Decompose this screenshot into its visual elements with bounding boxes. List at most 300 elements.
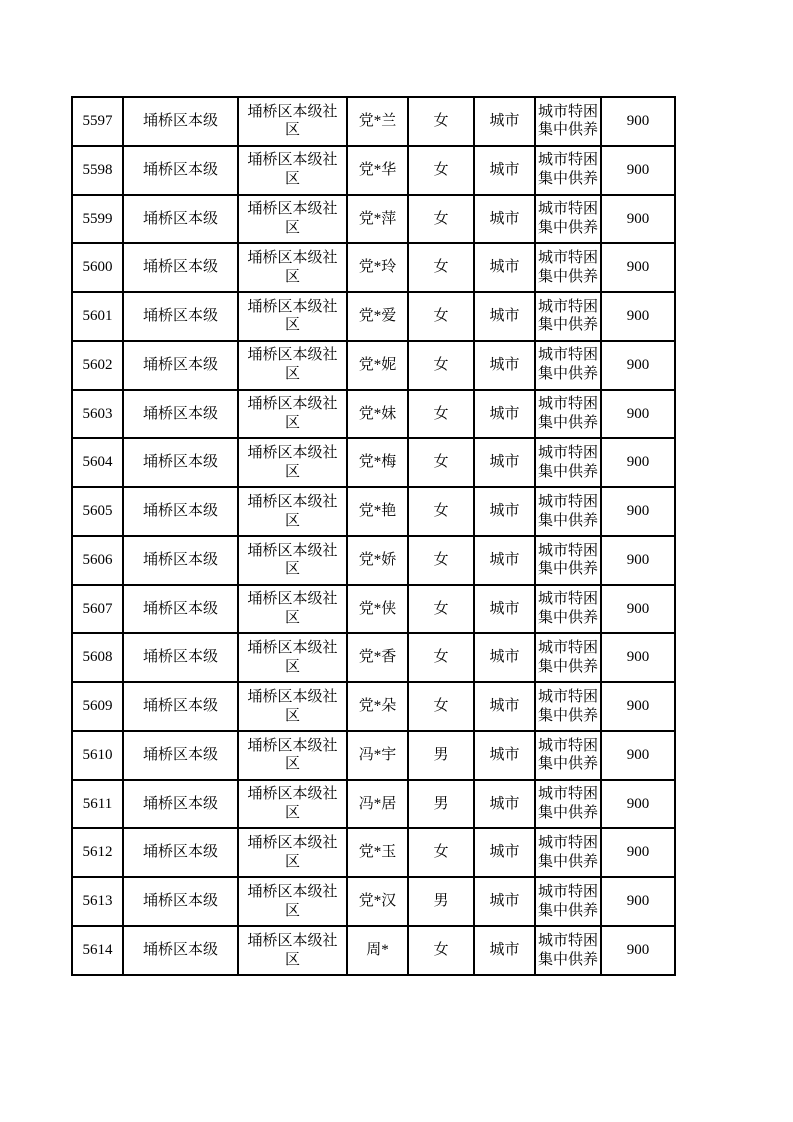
cell-gender [408,682,474,731]
cell-area_type [474,292,535,341]
cell-text: 埇桥区本级 [142,113,218,129]
cell-text: 5607 [82,600,113,617]
cell-category [535,195,601,244]
cell-text: 城市 [489,356,520,373]
cell-area_type [474,97,535,146]
table-row [72,243,675,292]
cell-text: 900 [626,210,650,227]
cell-name [347,828,408,877]
cell-area_type [474,438,535,487]
cell-gender [408,926,474,975]
table-row [72,682,675,731]
table-row [72,97,675,146]
cell-text: 女 [433,259,449,276]
cell-text: 城市特困集中供养 [537,542,598,578]
cell-text: 5602 [82,356,113,373]
cell-text: 5600 [82,259,113,276]
cell-name [347,195,408,244]
cell-name [347,438,408,487]
cell-text: 城市 [489,600,520,617]
cell-text: 城市 [489,259,520,276]
cell-text: 女 [433,600,449,617]
cell-text: 900 [626,893,650,910]
cell-text: 城市 [489,893,520,910]
cell-community [238,536,347,585]
cell-district [123,97,238,146]
cell-gender [408,487,474,536]
cell-category [535,585,601,634]
cell-area_type [474,633,535,682]
cell-category [535,926,601,975]
cell-amount [601,780,675,829]
cell-area_type [474,195,535,244]
table-row [72,292,675,341]
cell-id [72,731,123,780]
cell-text: 900 [626,308,650,325]
cell-text: 城市 [489,551,520,568]
cell-district [123,536,238,585]
cell-category [535,243,601,292]
cell-text: 900 [626,551,650,568]
cell-text: 城市 [489,503,520,520]
cell-text: 5612 [82,844,113,861]
cell-community [238,97,347,146]
cell-text: 党*玲 [358,259,397,276]
cell-text: 5613 [82,893,113,910]
table-row [72,438,675,487]
cell-community [238,341,347,390]
cell-text: 女 [433,698,449,715]
cell-text: 城市特困集中供养 [537,835,598,870]
cell-text: 5614 [82,942,113,959]
cell-text: 埇桥区本级社区 [247,249,338,285]
cell-text: 埇桥区本级社区 [247,201,338,236]
cell-text: 埇桥区本级社区 [247,640,338,675]
cell-id [72,292,123,341]
cell-gender [408,780,474,829]
cell-name [347,292,408,341]
cell-area_type [474,780,535,829]
cell-area_type [474,828,535,877]
cell-text: 女 [433,210,449,227]
cell-text: 党*妹 [358,405,397,422]
cell-name [347,243,408,292]
cell-text: 埇桥区本级社区 [247,103,338,139]
cell-category [535,341,601,390]
cell-id [72,828,123,877]
cell-text: 城市特困集中供养 [537,103,598,139]
cell-gender [408,292,474,341]
cell-category [535,682,601,731]
cell-text: 城市 [489,795,520,812]
cell-community [238,487,347,536]
cell-district [123,341,238,390]
cell-amount [601,731,675,780]
cell-area_type [474,146,535,195]
cell-text: 党*香 [358,649,397,666]
cell-category [535,633,601,682]
table-row [72,877,675,926]
cell-text: 5599 [82,210,113,227]
cell-text: 男 [433,746,449,763]
cell-text: 城市特困集中供养 [537,493,598,529]
cell-id [72,341,123,390]
cell-text: 城市特困集中供养 [537,932,598,968]
cell-amount [601,682,675,731]
cell-text: 900 [626,454,650,471]
cell-text: 埇桥区本级社区 [247,786,338,822]
cell-id [72,390,123,439]
cell-text: 女 [433,454,449,471]
cell-name [347,682,408,731]
cell-gender [408,146,474,195]
cell-category [535,390,601,439]
cell-text: 900 [626,698,650,715]
cell-text: 党*汉 [358,893,397,910]
cell-id [72,195,123,244]
cell-text: 埇桥区本级社区 [247,932,338,968]
cell-category [535,877,601,926]
cell-community [238,438,347,487]
cell-text: 女 [433,405,449,422]
cell-text: 5606 [82,551,113,568]
cell-amount [601,292,675,341]
cell-text: 埇桥区本级社区 [247,493,338,529]
cell-text: 城市特困集中供养 [537,688,598,724]
cell-text: 5597 [82,113,113,129]
cell-text: 900 [626,746,650,763]
cell-id [72,633,123,682]
cell-text: 埇桥区本级社区 [247,542,338,578]
cell-text: 男 [433,795,449,812]
cell-text: 埇桥区本级 [142,746,218,763]
cell-text: 城市特困集中供养 [537,201,598,236]
cell-text: 900 [626,161,650,178]
cell-category [535,487,601,536]
cell-area_type [474,926,535,975]
table-row [72,633,675,682]
cell-gender [408,341,474,390]
table-row [72,487,675,536]
cell-text: 5609 [82,698,113,715]
cell-text: 埇桥区本级 [142,942,218,959]
cell-text: 埇桥区本级社区 [247,152,338,188]
table-row [72,780,675,829]
cell-text: 党*梅 [358,454,397,471]
cell-text: 城市 [489,405,520,422]
table-row [72,195,675,244]
cell-text: 埇桥区本级 [142,844,218,861]
cell-text: 900 [626,795,650,812]
cell-amount [601,97,675,146]
cell-text: 埇桥区本级社区 [247,591,338,627]
cell-gender [408,243,474,292]
cell-area_type [474,585,535,634]
cell-name [347,146,408,195]
cell-district [123,146,238,195]
cell-category [535,146,601,195]
cell-district [123,292,238,341]
cell-text: 城市特困集中供养 [537,152,598,188]
table-row [72,828,675,877]
cell-text: 女 [433,551,449,568]
cell-text: 900 [626,113,650,129]
cell-amount [601,828,675,877]
cell-community [238,633,347,682]
cell-category [535,731,601,780]
cell-id [72,682,123,731]
cell-text: 城市特困集中供养 [537,591,598,627]
cell-text: 埇桥区本级 [142,356,218,373]
cell-text: 城市 [489,308,520,325]
cell-amount [601,438,675,487]
cell-text: 5605 [82,503,113,520]
cell-id [72,926,123,975]
cell-text: 900 [626,942,650,959]
cell-text: 埇桥区本级 [142,795,218,812]
cell-text: 城市特困集中供养 [537,347,598,383]
cell-community [238,585,347,634]
cell-text: 女 [433,113,449,129]
cell-amount [601,536,675,585]
table-row [72,536,675,585]
cell-amount [601,146,675,195]
cell-district [123,390,238,439]
cell-text: 5611 [82,795,113,812]
cell-text: 城市 [489,746,520,763]
table-row [72,146,675,195]
cell-amount [601,487,675,536]
cell-id [72,146,123,195]
cell-id [72,877,123,926]
cell-text: 女 [433,308,449,325]
cell-gender [408,828,474,877]
cell-community [238,146,347,195]
cell-area_type [474,731,535,780]
cell-text: 5608 [82,649,113,666]
cell-name [347,926,408,975]
cell-category [535,97,601,146]
cell-text: 900 [626,259,650,276]
cell-text: 党*艳 [358,503,397,520]
cell-area_type [474,536,535,585]
cell-name [347,97,408,146]
table-row [72,390,675,439]
cell-text: 900 [626,600,650,617]
cell-text: 埇桥区本级社区 [247,444,338,480]
cell-text: 城市 [489,649,520,666]
cell-text: 男 [433,893,449,910]
cell-text: 城市 [489,454,520,471]
cell-category [535,438,601,487]
cell-text: 城市特困集中供养 [537,298,598,334]
cell-amount [601,926,675,975]
cell-category [535,780,601,829]
cell-district [123,195,238,244]
cell-gender [408,633,474,682]
cell-gender [408,195,474,244]
cell-text: 埇桥区本级 [142,454,218,471]
cell-gender [408,585,474,634]
cell-amount [601,390,675,439]
cell-text: 埇桥区本级 [142,405,218,422]
cell-text: 埇桥区本级社区 [247,883,338,919]
cell-text: 城市特困集中供养 [537,444,598,480]
cell-area_type [474,877,535,926]
cell-name [347,731,408,780]
cell-text: 城市 [489,844,520,861]
cell-district [123,585,238,634]
cell-text: 埇桥区本级 [142,551,218,568]
cell-text: 党*萍 [358,210,397,227]
cell-district [123,828,238,877]
cell-text: 党*爱 [358,308,397,325]
cell-community [238,731,347,780]
cell-area_type [474,243,535,292]
cell-text: 冯*宇 [358,746,397,763]
cell-id [72,536,123,585]
cell-text: 党*侠 [358,600,397,617]
cell-text: 城市特困集中供养 [537,249,598,285]
cell-text: 900 [626,844,650,861]
cell-area_type [474,487,535,536]
cell-district [123,487,238,536]
cell-text: 埇桥区本级 [142,600,218,617]
cell-category [535,292,601,341]
cell-text: 900 [626,356,650,373]
cell-community [238,390,347,439]
cell-community [238,292,347,341]
cell-text: 5601 [82,308,113,325]
cell-amount [601,585,675,634]
cell-text: 埇桥区本级社区 [247,688,338,724]
cell-gender [408,536,474,585]
cell-text: 埇桥区本级 [142,893,218,910]
cell-district [123,731,238,780]
cell-amount [601,341,675,390]
cell-amount [601,243,675,292]
cell-id [72,585,123,634]
cell-community [238,195,347,244]
cell-text: 埇桥区本级 [142,259,218,276]
cell-community [238,828,347,877]
cell-text: 党*娇 [358,551,397,568]
cell-id [72,97,123,146]
cell-text: 城市 [489,698,520,715]
cell-text: 埇桥区本级社区 [247,835,338,870]
cell-text: 女 [433,942,449,959]
cell-amount [601,195,675,244]
cell-name [347,585,408,634]
cell-text: 党*华 [358,161,397,178]
cell-text: 党*兰 [358,113,397,129]
cell-text: 埇桥区本级社区 [247,396,338,431]
cell-text: 城市特困集中供养 [537,396,598,431]
cell-district [123,682,238,731]
cell-gender [408,877,474,926]
cell-name [347,780,408,829]
cell-text: 埇桥区本级 [142,161,218,178]
cell-text: 900 [626,503,650,520]
cell-text: 5598 [82,161,113,178]
cell-district [123,780,238,829]
cell-text: 党*朵 [358,698,397,715]
cell-text: 埇桥区本级社区 [247,298,338,334]
cell-district [123,877,238,926]
cell-name [347,341,408,390]
cell-district [123,633,238,682]
cell-text: 城市 [489,210,520,227]
cell-area_type [474,390,535,439]
cell-id [72,438,123,487]
cell-category [535,536,601,585]
cell-text: 城市特困集中供养 [537,640,598,675]
cell-community [238,780,347,829]
cell-amount [601,877,675,926]
cell-gender [408,438,474,487]
cell-district [123,438,238,487]
cell-text: 女 [433,844,449,861]
cell-text: 埇桥区本级 [142,698,218,715]
cell-text: 埇桥区本级社区 [247,737,338,773]
cell-text: 埇桥区本级 [142,649,218,666]
cell-text: 城市 [489,161,520,178]
table-row [72,341,675,390]
benefits-table [71,96,676,976]
cell-text: 900 [626,405,650,422]
cell-name [347,536,408,585]
table-body [72,97,675,975]
cell-text: 城市特困集中供养 [537,737,598,773]
cell-text: 女 [433,356,449,373]
cell-id [72,487,123,536]
cell-text: 冯*居 [358,795,397,812]
cell-id [72,780,123,829]
cell-district [123,926,238,975]
cell-name [347,633,408,682]
cell-gender [408,731,474,780]
cell-category [535,828,601,877]
cell-text: 党*妮 [358,356,397,373]
cell-text: 5604 [82,454,113,471]
cell-text: 埇桥区本级 [142,210,218,227]
cell-text: 女 [433,503,449,520]
cell-name [347,487,408,536]
table-row [72,926,675,975]
cell-text: 女 [433,161,449,178]
cell-area_type [474,341,535,390]
cell-community [238,926,347,975]
cell-text: 5603 [82,405,113,422]
cell-id [72,243,123,292]
cell-text: 埇桥区本级社区 [247,347,338,383]
cell-community [238,243,347,292]
cell-gender [408,390,474,439]
cell-text: 埇桥区本级 [142,308,218,325]
cell-text: 城市特困集中供养 [537,883,598,919]
cell-text: 埇桥区本级 [142,503,218,520]
cell-name [347,877,408,926]
table-row [72,585,675,634]
cell-amount [601,633,675,682]
cell-text: 900 [626,649,650,666]
cell-area_type [474,682,535,731]
cell-text: 城市特困集中供养 [537,786,598,822]
cell-text: 城市 [489,942,520,959]
table-row [72,731,675,780]
cell-name [347,390,408,439]
cell-gender [408,97,474,146]
